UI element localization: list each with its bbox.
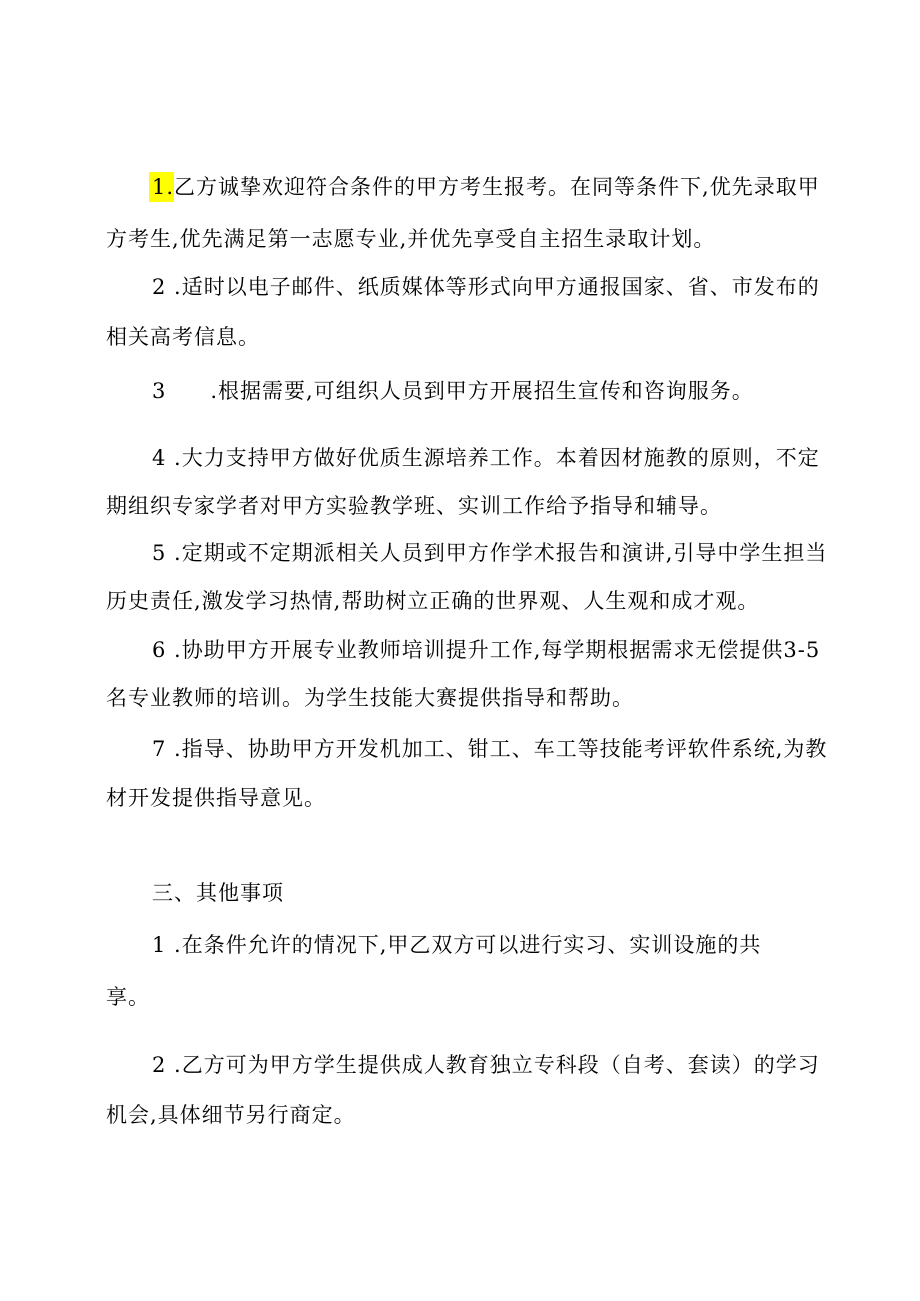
item-7-line-1: 7 .指导、协助甲方开发机加工、钳工、车工等技能考评软件系统,为教 [152, 737, 828, 761]
line-text: 乙方诚挚欢迎符合条件的甲方考生报考。在同等条件下,优先录取甲 [174, 175, 820, 199]
item-1-line-1 [149, 172, 820, 202]
item-6-line-2: 名专业教师的培训。为学生技能大赛提供指导和帮助。 [106, 686, 634, 710]
item-2-line-2: 相关高考信息。 [106, 325, 260, 349]
item-4-line-2: 期组织专家学者对甲方实验教学班、实训工作给予指导和辅导。 [106, 494, 722, 518]
item-1-line-2: 方考生,优先满足第一志愿专业,并优先享受自主招生录取计划。 [106, 227, 716, 251]
item-5-line-2: 历史责任,激发学习热情,帮助树立正确的世界观、人生观和成才观。 [106, 589, 760, 613]
item-7-line-2: 材开发提供指导意见。 [106, 786, 326, 810]
section-heading: 三、其他事项 [152, 881, 284, 905]
highlighted-number-marker: 1. [149, 172, 174, 202]
other-item-1-line-1: 1 .在条件允许的情况下,甲乙双方可以进行实习、实训设施的共 [152, 933, 762, 957]
item-4-line-1: 4 .大力支持甲方做好优质生源培养工作。本着因材施教的原则，不定 [152, 446, 820, 470]
item-2-line-1: 2 .适时以电子邮件、纸质媒体等形式向甲方通报国家、省、市发布的 [152, 275, 820, 299]
other-item-2-line-2: 机会,具体细节另行商定。 [106, 1103, 356, 1127]
other-item-1-line-2: 享。 [106, 985, 150, 1009]
item-3-line-1: 3 .根据需要,可组织人员到甲方开展招生宣传和咨询服务。 [152, 379, 754, 403]
item-6-line-1: 6 .协助甲方开展专业教师培训提升工作,每学期根据需求无偿提供3-5 [152, 638, 821, 662]
other-item-2-line-1: 2 .乙方可为甲方学生提供成人教育独立专科段（自考、套读）的学习 [152, 1053, 820, 1077]
item-5-line-1: 5 .定期或不定期派相关人员到甲方作学术报告和演讲,引导中学生担当 [152, 541, 828, 565]
